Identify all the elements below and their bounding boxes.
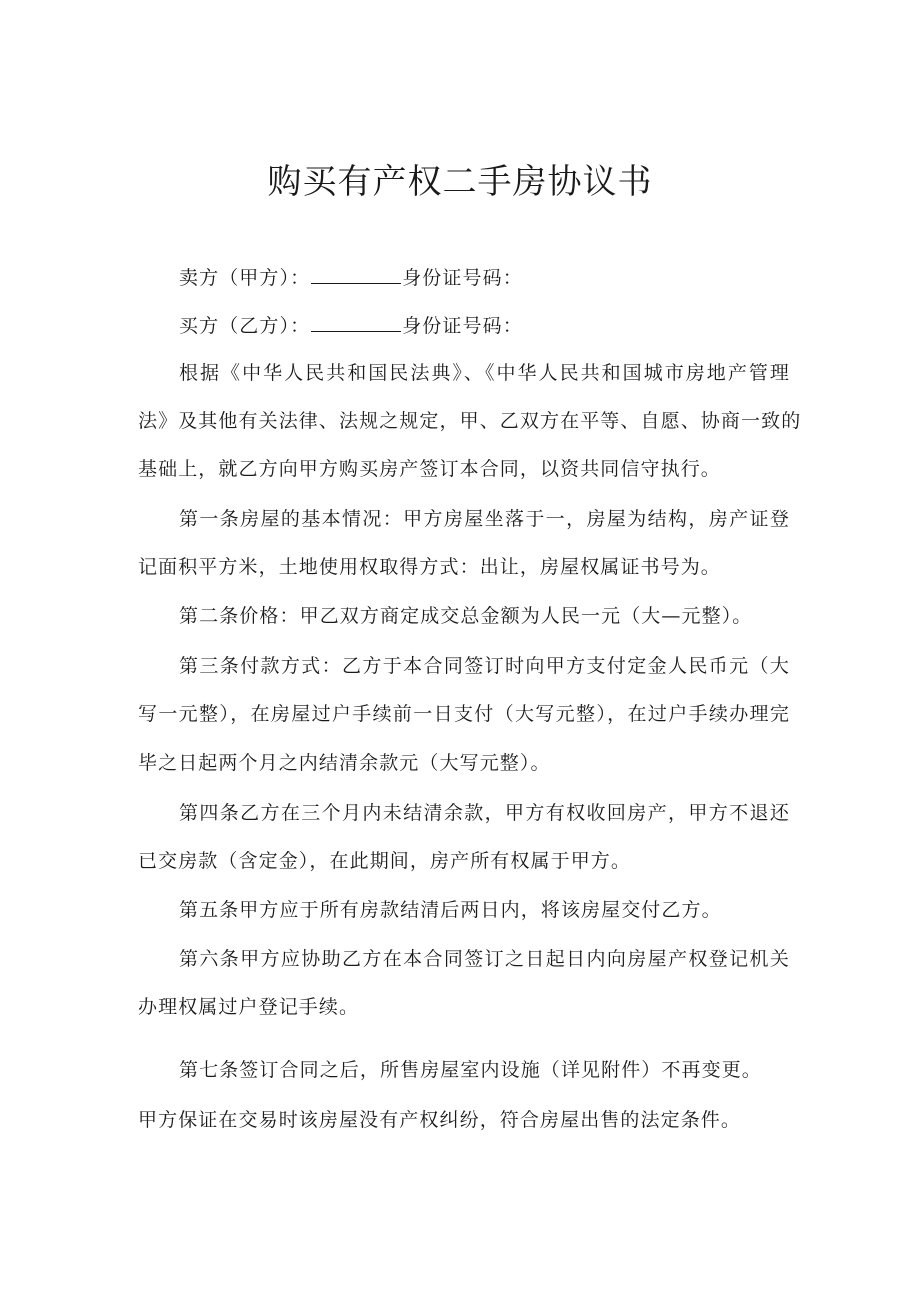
article-3-line-3: 毕之日起两个月之内结清余款元（大写元整）。 — [138, 752, 551, 774]
article-4-line-1: 第四条乙方在三个月内未结清余款，甲方有权收回房产，甲方不退还 — [179, 802, 790, 824]
article-1-line-1: 第一条房屋的基本情况：甲方房屋坐落于一，房屋为结构，房产证登 — [179, 508, 790, 530]
buyer-name-blank[interactable] — [311, 313, 401, 332]
article-1-line-2: 记面积平方米，土地使用权取得方式：出让，房屋权属证书号为。 — [138, 556, 721, 578]
document-title: 购买有产权二手房协议书 — [267, 162, 653, 202]
article-6-line-1: 第六条甲方应协助乙方在本合同签订之日起日内向房屋产权登记机关 — [179, 948, 790, 970]
buyer-line — [179, 310, 790, 342]
buyer-label: 买方（乙方）： — [179, 315, 311, 337]
article-5-line-1: 第五条甲方应于所有房款结清后两日内，将该房屋交付乙方。 — [179, 899, 722, 921]
article-2-line-1: 第二条价格：甲乙双方商定成交总金额为人民一元（大—元整）。 — [179, 605, 753, 627]
seller-name-blank[interactable] — [311, 265, 401, 284]
preamble-line-2: 法》及其他有关法律、法规之规定，甲、乙双方在平等、自愿、协商一致的 — [138, 410, 802, 432]
article-7-line-1: 第七条签订合同之后，所售房屋室内设施（详见附件）不再变更。 — [179, 1059, 762, 1081]
seller-label: 卖方（甲方）： — [179, 267, 311, 289]
preamble-line-1: 根据《中华人民共和国民法典》、《中华人民共和国城市房地产管理 — [179, 362, 790, 384]
article-4-line-2: 已交房款（含定金），在此期间，房产所有权属于甲方。 — [138, 850, 632, 872]
article-3-line-1: 第三条付款方式：乙方于本合同签订时向甲方支付定金人民币元（大 — [179, 655, 790, 677]
preamble-line-3: 基础上，就乙方向甲方购买房产签订本合同，以资共同信守执行。 — [138, 458, 721, 480]
article-3-line-2: 写一元整），在房屋过户手续前一日支付（大写元整），在过户手续办理完 — [138, 703, 790, 725]
buyer-id-label: 身份证号码： — [402, 315, 523, 337]
article-6-line-2: 办理权属过户登记手续。 — [138, 996, 360, 1018]
seller-line — [179, 262, 790, 294]
seller-id-label: 身份证号码： — [402, 267, 523, 289]
article-7-line-2: 甲方保证在交易时该房屋没有产权纠纷，符合房屋出售的法定条件。 — [138, 1109, 742, 1131]
